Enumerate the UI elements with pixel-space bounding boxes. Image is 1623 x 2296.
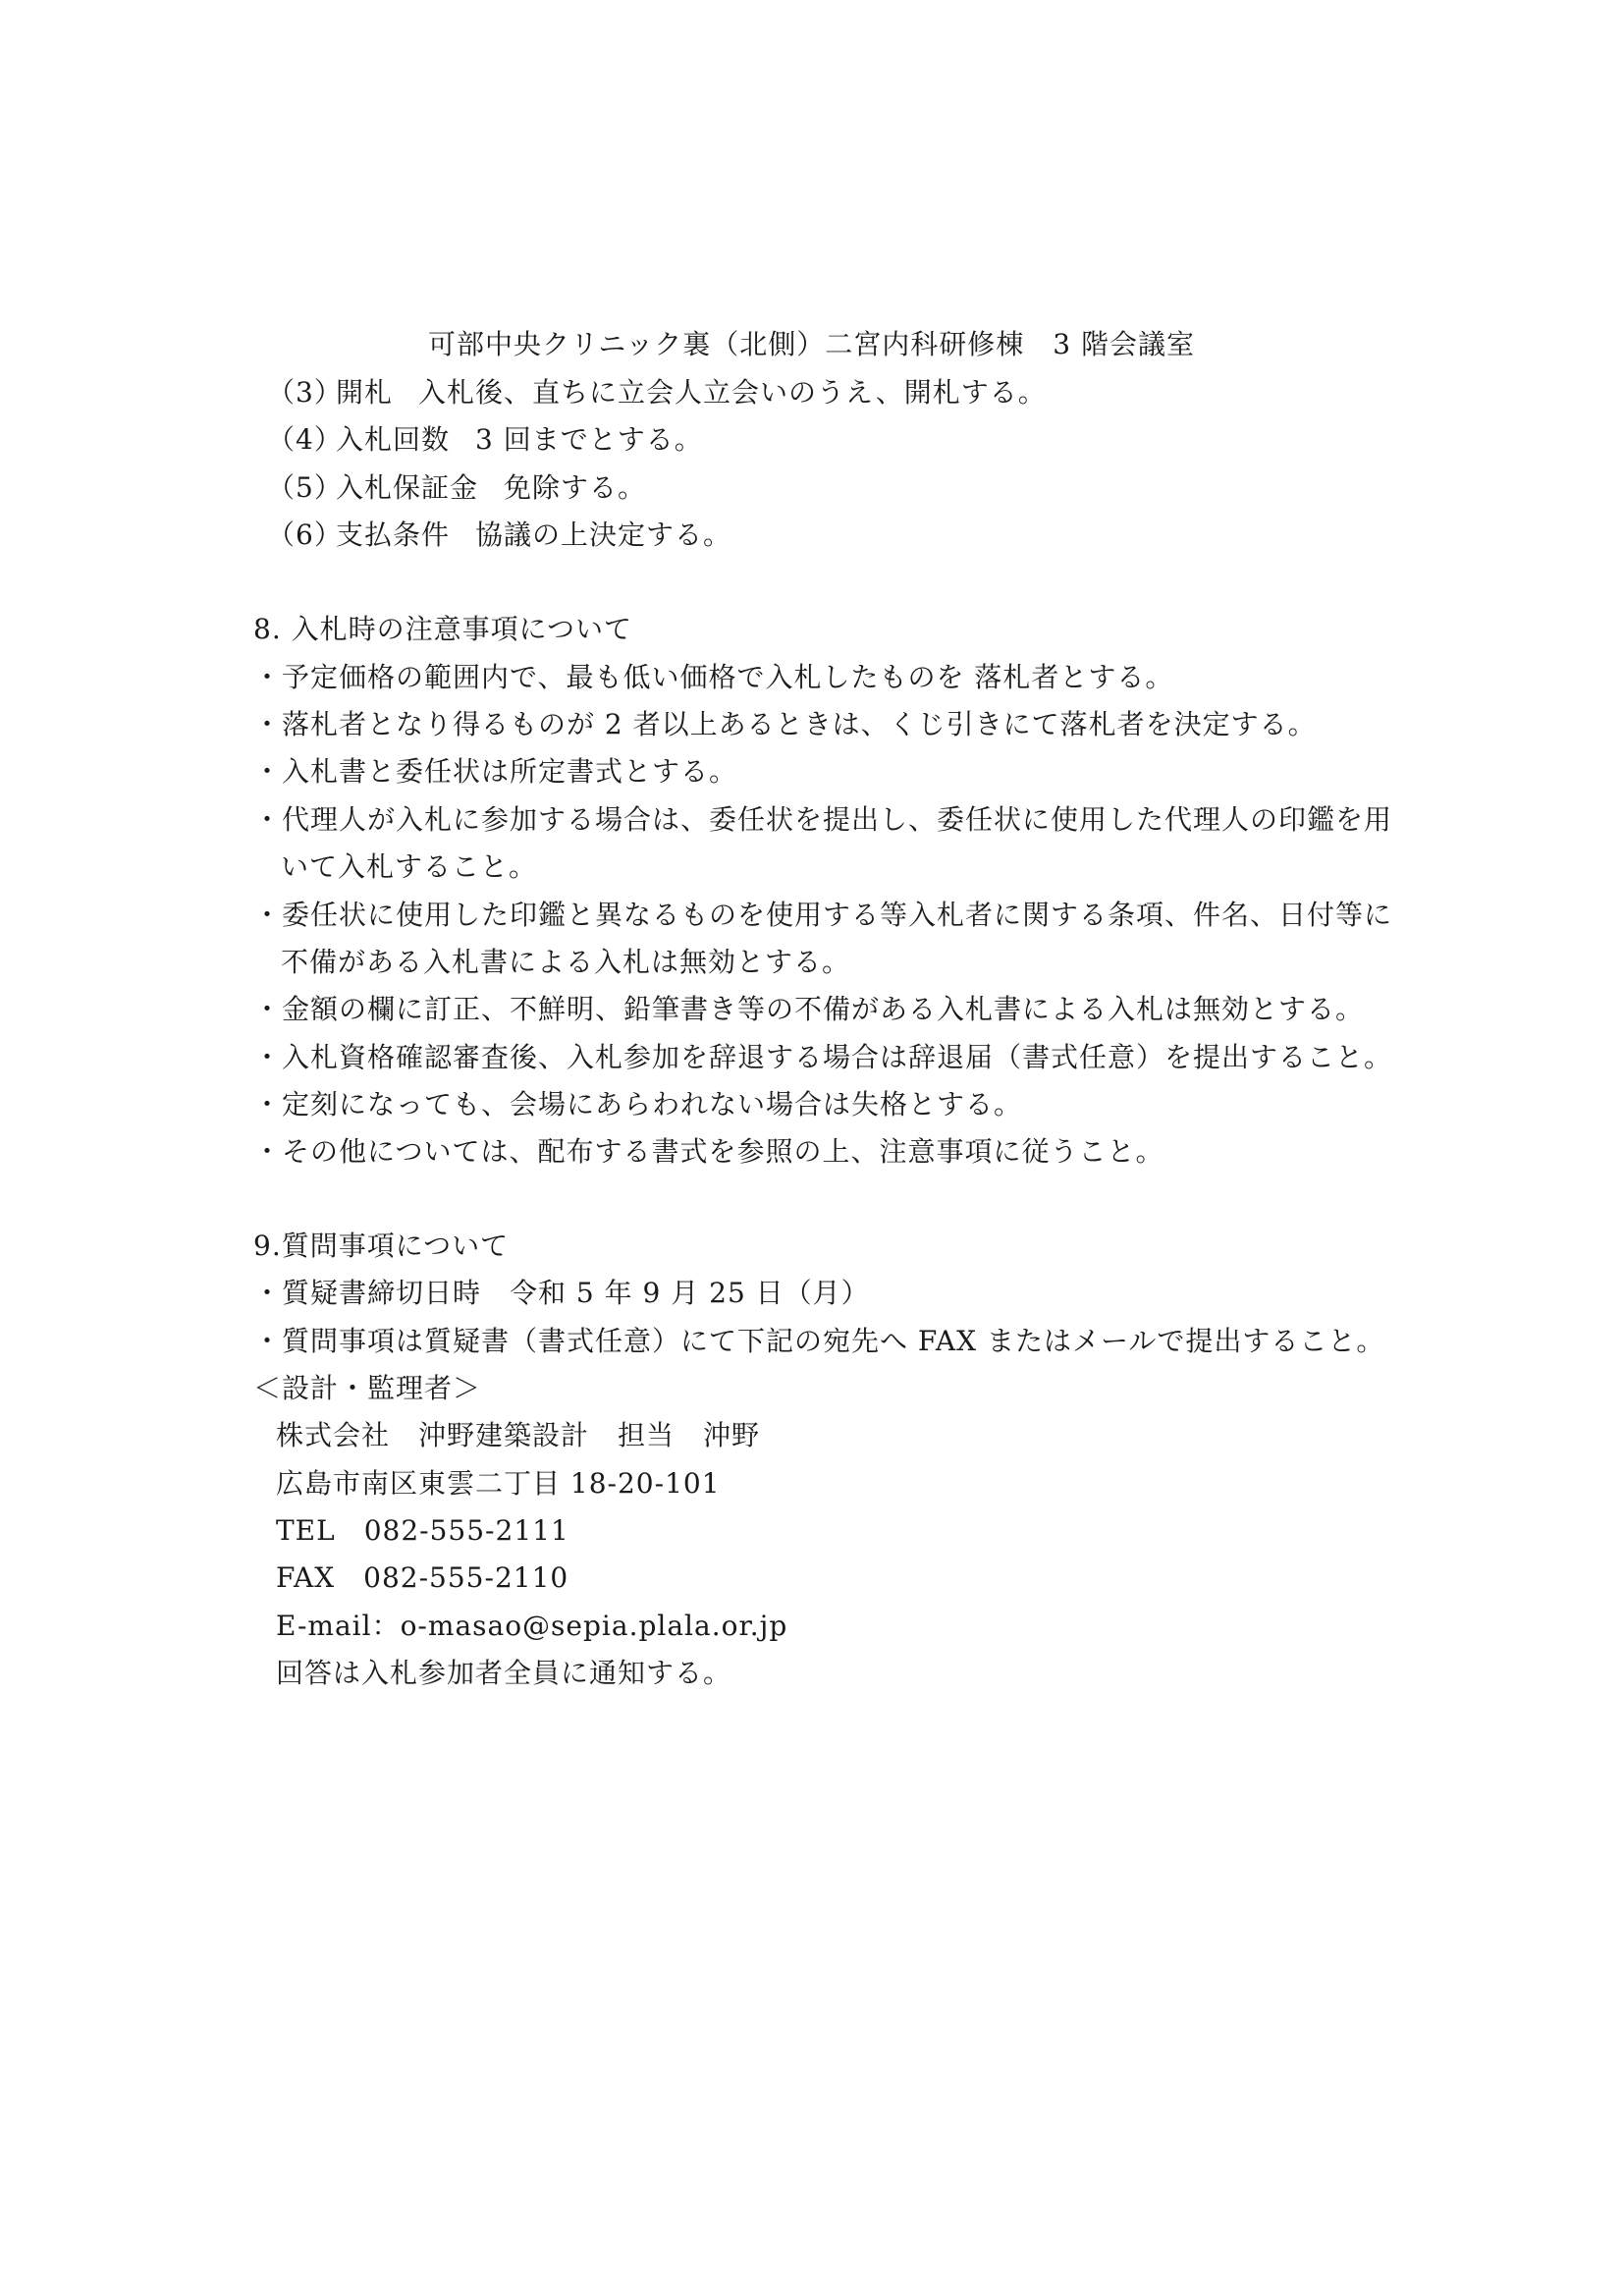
- question-submission: ・質問事項は質疑書（書式任意）にて下記の宛先へ FAX またはメールで提出すること。: [253, 1325, 1385, 1357]
- designer-email: E-mail：o-masao@sepia.plala.or.jp: [276, 1610, 788, 1642]
- section8-bullet: ・予定価格の範囲内で、最も低い価格で入札したものを 落札者とする。: [253, 661, 1174, 693]
- question-deadline: ・質疑書締切日時 令和 5 年 9 月 25 日（月）: [253, 1277, 870, 1309]
- item-label: 支払条件: [336, 519, 451, 551]
- item-number: （5）: [267, 471, 343, 504]
- section8-bullet: ・委任状に使用した印鑑と異なるものを使用する等入札者に関する条項、件名、日付等に: [253, 899, 1393, 931]
- section8-bullet: ・金額の欄に訂正、不鮮明、鉛筆書き等の不備がある入札書による入札は無効とする。: [253, 993, 1365, 1025]
- answer-note: 回答は入札参加者全員に通知する。: [276, 1657, 732, 1689]
- section8-heading: 8. 入札時の注意事項について: [253, 613, 633, 645]
- item-text: 3 回までとする。: [475, 423, 703, 456]
- item-number: （6）: [267, 519, 343, 551]
- item-text: 免除する。: [504, 471, 647, 504]
- item-4: [267, 420, 703, 460]
- item-label: 開札: [336, 376, 394, 409]
- section8-bullet: ・落札者となり得るものが 2 者以上あるときは、くじ引きにて落札者を決定する。: [253, 708, 1317, 740]
- item-text: 入札後、直ちに立会人立会いのうえ、開札する。: [418, 376, 1047, 409]
- item-6: [267, 516, 731, 555]
- item-label: 入札回数: [336, 423, 451, 456]
- designer-tel: TEL 082-555-2111: [276, 1514, 569, 1547]
- item-3: [267, 373, 1047, 412]
- item-number: （4）: [267, 423, 343, 456]
- item-label: 入札保証金: [336, 471, 479, 504]
- section8-bullet: ・代理人が入札に参加する場合は、委任状を提出し、委任状に使用した代理人の印鑑を用: [253, 803, 1393, 836]
- section8-bullet-continuation: 不備がある入札書による入札は無効とする。: [281, 946, 851, 978]
- designer-company: 株式会社 沖野建築設計 担当 沖野: [276, 1419, 761, 1451]
- section8-bullet: ・入札書と委任状は所定書式とする。: [253, 755, 738, 788]
- item-text: 協議の上決定する。: [475, 519, 732, 551]
- designer-address: 広島市南区東雲二丁目 18-20-101: [276, 1467, 721, 1500]
- section8-bullet-continuation: いて入札すること。: [281, 850, 538, 883]
- section8-bullet: ・入札資格確認審査後、入札参加を辞退する場合は辞退届（書式任意）を提出すること。: [253, 1041, 1393, 1073]
- section8-bullet: ・その他については、配布する書式を参照の上、注意事項に従うこと。: [253, 1135, 1164, 1168]
- designer-heading: ＜設計・監理者＞: [253, 1372, 482, 1404]
- designer-fax: FAX 082-555-2110: [276, 1561, 569, 1594]
- venue-line: 可部中央クリニック裏（北側）二宮内科研修棟 3 階会議室: [427, 328, 1196, 360]
- section9-heading: 9.質問事項について: [253, 1230, 510, 1262]
- item-number: （3）: [267, 376, 343, 409]
- item-5: [267, 468, 646, 508]
- section8-bullet: ・定刻になっても、会場にあらわれない場合は失格とする。: [253, 1088, 1023, 1121]
